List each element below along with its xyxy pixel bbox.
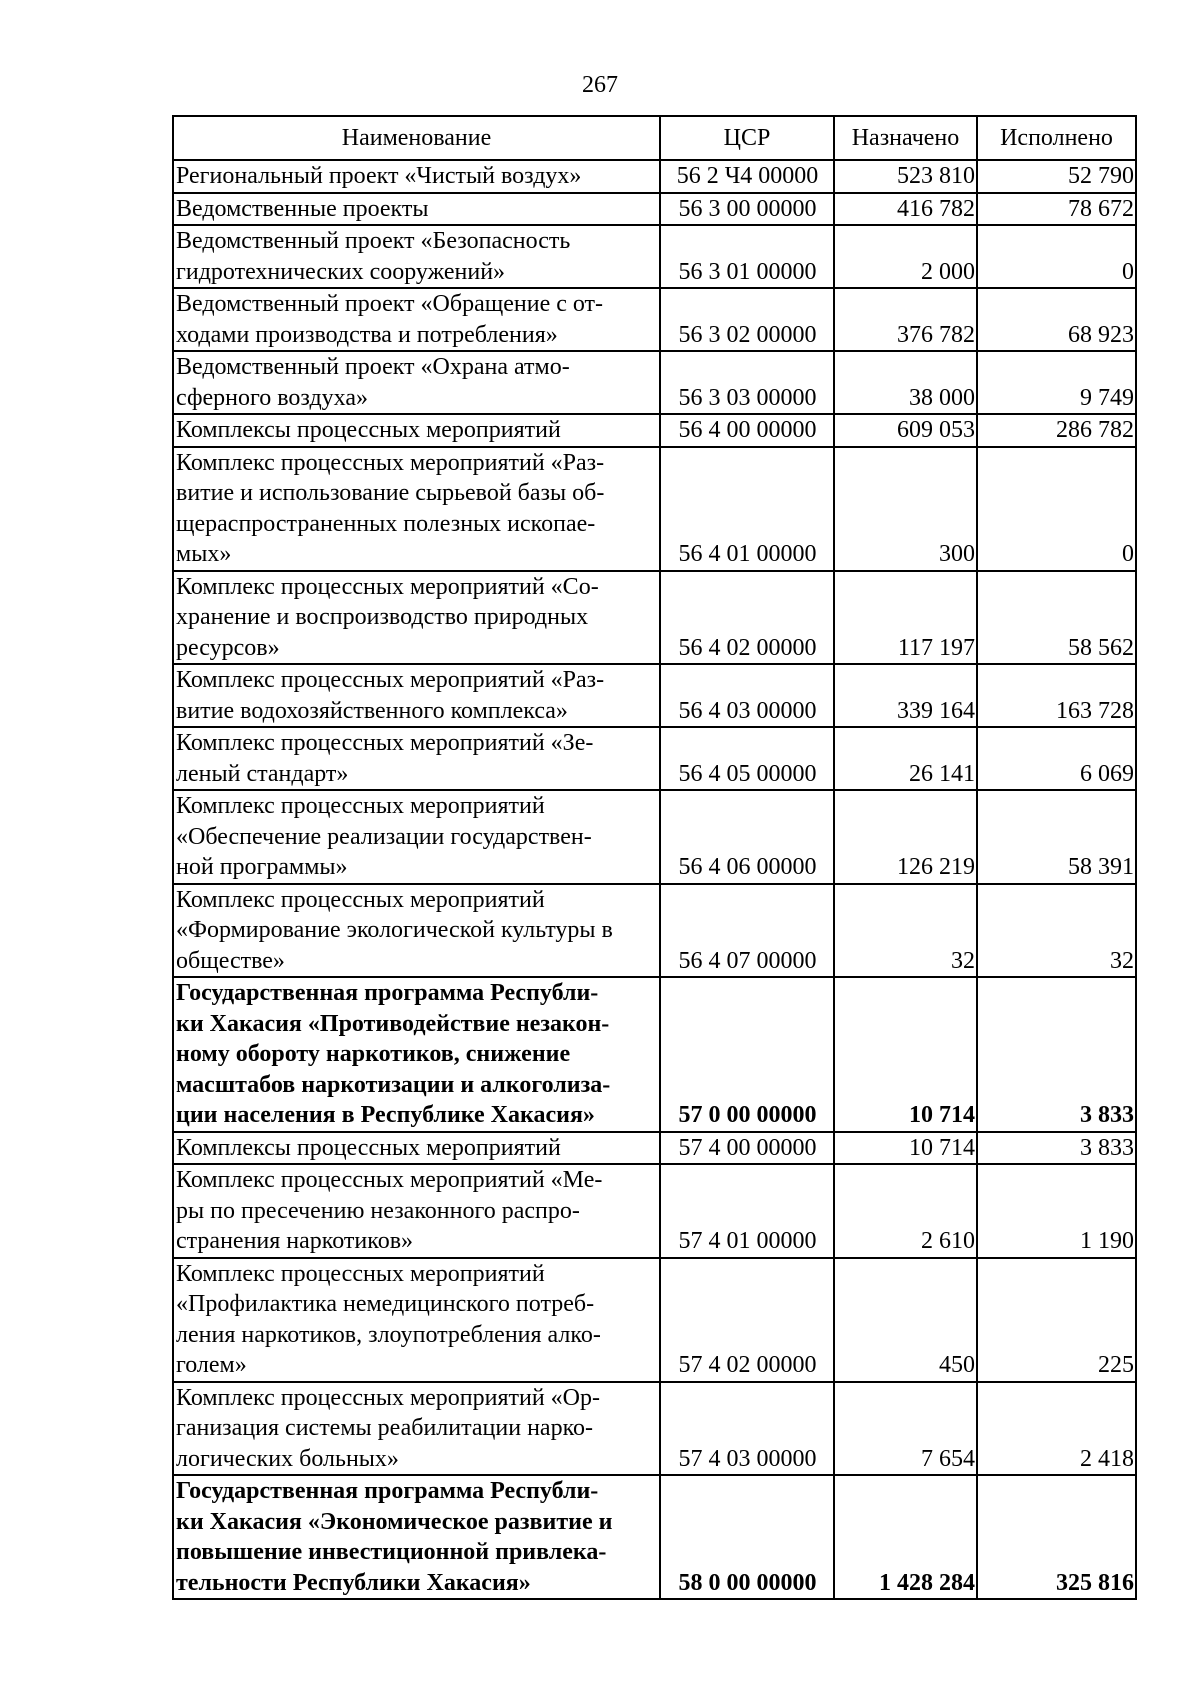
row-assigned-cell: 1 428 284 (834, 1475, 977, 1599)
row-name-cell (173, 414, 660, 447)
row-name-line: Государственная программа Республи- (176, 980, 599, 1006)
table-row (173, 351, 1136, 414)
table-row (173, 1164, 1136, 1258)
row-assigned-cell: 10 714 (834, 1132, 977, 1165)
row-executed-cell: 163 728 (977, 664, 1136, 727)
row-code-cell: 56 4 00 00000 (660, 414, 834, 447)
row-name-line: Комплекс процессных мероприятий «Ор- (176, 1384, 601, 1411)
row-executed-cell: 3 833 (977, 1132, 1136, 1165)
row-name-line: витие водохозяйственного комплекса» (176, 697, 568, 724)
row-code-cell: 57 4 02 00000 (660, 1258, 834, 1382)
row-assigned-cell: 38 000 (834, 351, 977, 414)
row-executed-cell: 2 418 (977, 1382, 1136, 1476)
row-code-cell: 57 4 00 00000 (660, 1132, 834, 1165)
table-row (173, 1475, 1136, 1599)
row-name-line: Ведомственные проекты (176, 195, 429, 222)
row-executed-cell: 225 (977, 1258, 1136, 1382)
row-assigned-cell: 376 782 (834, 288, 977, 351)
row-executed-cell: 58 391 (977, 790, 1136, 884)
row-name-line: Ведомственный проект «Охрана атмо- (176, 354, 570, 380)
row-name-line: сферного воздуха» (176, 384, 368, 411)
row-name-line: ления наркотиков, злоупотребления алко- (176, 1321, 601, 1348)
row-name-line: Комплекс процессных мероприятий «Зе- (176, 730, 594, 756)
row-name-cell (173, 1164, 660, 1258)
row-executed-cell: 3 833 (977, 977, 1136, 1132)
row-code-cell: 56 4 05 00000 (660, 727, 834, 790)
row-name-line: ганизация системы реабилитации нарко- (176, 1415, 594, 1441)
table-row (173, 664, 1136, 727)
row-name-line: ной программы» (176, 854, 348, 880)
table-row (173, 193, 1136, 226)
table-row (173, 414, 1136, 447)
row-name-line: щераспространенных полезных ископае- (176, 510, 596, 537)
row-name-line: Комплекс процессных мероприятий «Со- (176, 573, 599, 600)
header-executed: Исполнено (977, 116, 1136, 160)
row-name-cell (173, 571, 660, 665)
row-name-line: повышение инвестиционной привлека- (176, 1539, 607, 1565)
row-name-line: ному обороту наркотиков, снижение (176, 1041, 571, 1067)
table-row (173, 288, 1136, 351)
row-name-line: витие и использование сырьевой базы об- (176, 480, 605, 506)
row-name-cell (173, 193, 660, 226)
row-code-cell: 56 2 Ч4 00000 (660, 160, 834, 193)
table-body (173, 160, 1136, 1599)
row-code-cell: 58 0 00 00000 (660, 1475, 834, 1599)
row-code-cell: 56 3 00 00000 (660, 193, 834, 226)
header-name: Наименование (173, 116, 660, 160)
row-assigned-cell: 609 053 (834, 414, 977, 447)
row-executed-cell: 0 (977, 225, 1136, 288)
row-code-cell: 56 3 01 00000 (660, 225, 834, 288)
row-name-line: Комплекс процессных мероприятий (176, 793, 545, 819)
row-code-cell: 56 3 03 00000 (660, 351, 834, 414)
row-code-cell: 56 3 02 00000 (660, 288, 834, 351)
row-assigned-cell: 2 000 (834, 225, 977, 288)
row-name-line: Комплекс процессных мероприятий (176, 1260, 545, 1287)
row-assigned-cell: 300 (834, 447, 977, 571)
row-name-line: леный стандарт» (176, 760, 349, 787)
table-row (173, 1132, 1136, 1165)
row-assigned-cell: 416 782 (834, 193, 977, 226)
row-executed-cell: 32 (977, 884, 1136, 978)
row-name-cell (173, 1132, 660, 1165)
row-name-cell (173, 664, 660, 727)
table-row (173, 790, 1136, 884)
row-name-line: хранение и воспроизводство природных (176, 604, 589, 630)
row-name-line: Комплекс процессных мероприятий «Ме- (176, 1167, 603, 1193)
table-row (173, 884, 1136, 978)
row-name-cell (173, 1475, 660, 1599)
row-code-cell: 56 4 06 00000 (660, 790, 834, 884)
row-executed-cell: 325 816 (977, 1475, 1136, 1599)
row-assigned-cell: 2 610 (834, 1164, 977, 1258)
table-row (173, 727, 1136, 790)
row-executed-cell: 0 (977, 447, 1136, 571)
table-row (173, 571, 1136, 665)
row-name-line: Государственная программа Республи- (176, 1478, 599, 1504)
row-assigned-cell: 523 810 (834, 160, 977, 193)
row-name-line: ходами производства и потребления» (176, 321, 558, 348)
row-name-line: ции населения в Республике Хакасия» (176, 1102, 595, 1128)
row-code-cell: 56 4 03 00000 (660, 664, 834, 727)
table-row (173, 160, 1136, 193)
row-code-cell: 57 0 00 00000 (660, 977, 834, 1132)
row-name-cell (173, 225, 660, 288)
row-name-line: ки Хакасия «Экономическое развитие и (176, 1508, 613, 1535)
row-name-line: Комплекс процессных мероприятий «Раз- (176, 449, 605, 476)
row-code-cell: 57 4 01 00000 (660, 1164, 834, 1258)
row-code-cell: 57 4 03 00000 (660, 1382, 834, 1476)
table-row (173, 1382, 1136, 1476)
row-name-cell (173, 1382, 660, 1476)
table-row (173, 447, 1136, 571)
page-number: 267 (582, 72, 618, 98)
row-name-cell (173, 790, 660, 884)
row-name-line: ки Хакасия «Противодействие незакон- (176, 1010, 610, 1037)
row-executed-cell: 286 782 (977, 414, 1136, 447)
row-name-cell (173, 727, 660, 790)
row-executed-cell: 1 190 (977, 1164, 1136, 1258)
row-name-line: обществе» (176, 947, 285, 974)
row-assigned-cell: 339 164 (834, 664, 977, 727)
row-code-cell: 56 4 02 00000 (660, 571, 834, 665)
row-assigned-cell: 32 (834, 884, 977, 978)
table-row (173, 225, 1136, 288)
row-name-line: «Профилактика немедицинского потреб- (176, 1291, 595, 1317)
header-assigned: Назначено (834, 116, 977, 160)
row-name-cell (173, 160, 660, 193)
row-assigned-cell: 126 219 (834, 790, 977, 884)
row-executed-cell: 52 790 (977, 160, 1136, 193)
table-header-row (173, 116, 1136, 160)
table-row (173, 977, 1136, 1132)
row-assigned-cell: 450 (834, 1258, 977, 1382)
budget-execution-table (172, 115, 1137, 1600)
row-name-line: логических больных» (176, 1445, 399, 1472)
row-name-line: масштабов наркотизации и алкоголиза- (176, 1071, 611, 1098)
row-code-cell: 56 4 01 00000 (660, 447, 834, 571)
row-assigned-cell: 117 197 (834, 571, 977, 665)
row-name-line: странения наркотиков» (176, 1228, 414, 1254)
row-executed-cell: 58 562 (977, 571, 1136, 665)
row-name-line: голем» (176, 1352, 247, 1378)
row-assigned-cell: 10 714 (834, 977, 977, 1132)
table-row (173, 1258, 1136, 1382)
row-executed-cell: 78 672 (977, 193, 1136, 226)
row-name-cell (173, 447, 660, 571)
row-executed-cell: 68 923 (977, 288, 1136, 351)
row-name-cell (173, 977, 660, 1132)
row-name-line: Ведомственный проект «Обращение с от- (176, 291, 604, 317)
row-name-line: Региональный проект «Чистый воздух» (176, 163, 582, 189)
row-assigned-cell: 7 654 (834, 1382, 977, 1476)
row-name-line: Комплекс процессных мероприятий (176, 886, 545, 913)
row-name-line: Комплексы процессных мероприятий (176, 417, 561, 443)
row-name-cell (173, 351, 660, 414)
row-name-line: гидротехнических сооружений» (176, 258, 506, 285)
row-name-cell (173, 288, 660, 351)
row-name-line: тельности Республики Хакасия» (176, 1569, 531, 1596)
header-code: ЦСР (660, 116, 834, 160)
row-name-line: ры по пресечению незаконного распро- (176, 1197, 580, 1224)
row-name-line: ресурсов» (176, 634, 280, 661)
row-name-line: «Обеспечение реализации государствен- (176, 823, 592, 850)
row-name-cell (173, 1258, 660, 1382)
row-executed-cell: 6 069 (977, 727, 1136, 790)
row-name-line: Ведомственный проект «Безопасность (176, 228, 571, 254)
row-name-line: Комплекс процессных мероприятий «Раз- (176, 667, 605, 693)
row-name-line: Комплексы процессных мероприятий (176, 1134, 561, 1161)
row-code-cell: 56 4 07 00000 (660, 884, 834, 978)
row-assigned-cell: 26 141 (834, 727, 977, 790)
row-executed-cell: 9 749 (977, 351, 1136, 414)
row-name-cell (173, 884, 660, 978)
row-name-line: мых» (176, 541, 232, 567)
row-name-line: «Формирование экологической культуры в (176, 917, 613, 943)
